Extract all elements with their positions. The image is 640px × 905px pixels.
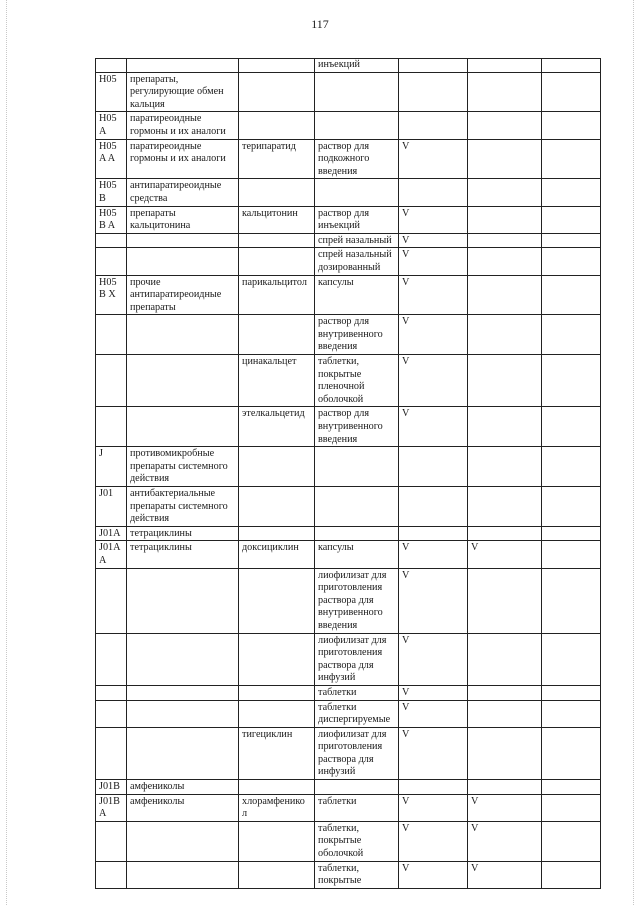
mark-col-5-cell [399,447,468,487]
drug-name-cell [239,112,315,139]
dosage-form-cell: таблетки диспергируемые [315,700,399,727]
mark-col-6-cell [468,780,542,795]
atc-code-cell [96,861,127,888]
mark-col-7-cell [542,72,601,112]
mark-col-7-cell [542,727,601,779]
mark-col-6-cell [468,633,542,685]
table-row [96,447,601,487]
drug-table [95,58,601,889]
group-name-cell: противомикробные препараты системного действия [127,447,239,487]
atc-code-cell: H05 [96,72,127,112]
mark-col-6-cell [468,685,542,700]
mark-col-7-cell [542,633,601,685]
drug-name-cell [239,248,315,275]
table-row [96,821,601,861]
group-name-cell: паратиреоидные гормоны и их аналоги [127,139,239,179]
dosage-form-cell: раствор для внутривенного введения [315,407,399,447]
mark-col-7-cell [542,794,601,821]
group-name-cell [127,407,239,447]
drug-name-cell [239,179,315,206]
mark-col-5-cell: V [399,541,468,568]
mark-col-5-cell [399,179,468,206]
group-name-cell: тетрациклины [127,526,239,541]
drug-name-cell: кальцитонин [239,206,315,233]
atc-code-cell [96,407,127,447]
atc-code-cell [96,233,127,248]
atc-code-cell: H05A A [96,139,127,179]
dosage-form-cell: лиофилизат для приготовления раствора для инфузий [315,727,399,779]
mark-col-5-cell: V [399,727,468,779]
dosage-form-cell [315,72,399,112]
mark-col-6-cell [468,179,542,206]
table-row [96,206,601,233]
drug-name-cell [239,233,315,248]
atc-code-cell: H05B [96,179,127,206]
mark-col-7-cell [542,700,601,727]
mark-col-6-cell [468,447,542,487]
dosage-form-cell: капсулы [315,541,399,568]
mark-col-7-cell [542,541,601,568]
mark-col-5-cell [399,526,468,541]
drug-name-cell [239,59,315,73]
mark-col-7-cell [542,233,601,248]
drug-name-cell: доксициклин [239,541,315,568]
dosage-form-cell: раствор для подкожного введения [315,139,399,179]
group-name-cell: паратиреоидные гормоны и их аналоги [127,112,239,139]
mark-col-6-cell: V [468,821,542,861]
mark-col-7-cell [542,407,601,447]
mark-col-5-cell: V [399,685,468,700]
dosage-form-cell: спрей назальный дозированный [315,248,399,275]
atc-code-cell: J01A [96,526,127,541]
table-row [96,780,601,795]
dosage-form-cell: раствор для инъекций [315,206,399,233]
mark-col-6-cell [468,206,542,233]
group-name-cell [127,233,239,248]
mark-col-5-cell [399,72,468,112]
table-row [96,861,601,888]
atc-code-cell: H05A [96,112,127,139]
mark-col-5-cell [399,59,468,73]
mark-col-6-cell [468,139,542,179]
drug-name-cell: терипаратид [239,139,315,179]
dosage-form-cell: лиофилизат для приготовления раствора для внутривенного введения [315,568,399,633]
dosage-form-cell: таблетки, покрытые пленочной оболочкой [315,355,399,407]
table-row [96,633,601,685]
table-row [96,139,601,179]
dosage-form-cell: таблетки, покрытые оболочкой [315,821,399,861]
mark-col-6-cell [468,59,542,73]
table-row [96,407,601,447]
dosage-form-cell: капсулы [315,275,399,315]
atc-code-cell: J01BA [96,794,127,821]
atc-code-cell [96,633,127,685]
dosage-form-cell [315,179,399,206]
group-name-cell: тетрациклины [127,541,239,568]
table-row [96,112,601,139]
drug-name-cell: цинакальцет [239,355,315,407]
mark-col-5-cell: V [399,821,468,861]
atc-code-cell: H05B X [96,275,127,315]
atc-code-cell: J01AA [96,541,127,568]
drug-name-cell [239,72,315,112]
mark-col-7-cell [542,685,601,700]
dosage-form-cell [315,526,399,541]
atc-code-cell [96,821,127,861]
group-name-cell: прочие антипаратиреоидные препараты [127,275,239,315]
mark-col-6-cell: V [468,541,542,568]
atc-code-cell: J01 [96,487,127,527]
atc-code-cell [96,700,127,727]
dosage-form-cell: таблетки [315,685,399,700]
dosage-form-cell [315,112,399,139]
table-row [96,72,601,112]
table-row [96,248,601,275]
mark-col-6-cell [468,275,542,315]
mark-col-6-cell [468,407,542,447]
drug-name-cell [239,487,315,527]
mark-col-6-cell [468,727,542,779]
mark-col-6-cell: V [468,794,542,821]
mark-col-6-cell [468,700,542,727]
drug-name-cell [239,633,315,685]
atc-code-cell: J01B [96,780,127,795]
dosage-form-cell: лиофилизат для приготовления раствора для инфузий [315,633,399,685]
dosage-form-cell: раствор для внутривенного введения [315,315,399,355]
atc-code-cell [96,568,127,633]
mark-col-7-cell [542,206,601,233]
group-name-cell [127,315,239,355]
mark-col-7-cell [542,861,601,888]
table-row [96,59,601,73]
table-row [96,275,601,315]
group-name-cell: антипаратиреоидные средства [127,179,239,206]
mark-col-5-cell: V [399,861,468,888]
drug-name-cell [239,821,315,861]
group-name-cell [127,355,239,407]
mark-col-7-cell [542,275,601,315]
dosage-form-cell: спрей назальный [315,233,399,248]
drug-name-cell [239,780,315,795]
table-row [96,355,601,407]
group-name-cell: препараты кальцитонина [127,206,239,233]
atc-code-cell [96,685,127,700]
mark-col-6-cell [468,72,542,112]
mark-col-5-cell: V [399,407,468,447]
mark-col-5-cell: V [399,700,468,727]
scan-left-edge [6,0,8,905]
dosage-form-cell [315,487,399,527]
drug-name-cell [239,700,315,727]
mark-col-7-cell [542,447,601,487]
table-row [96,700,601,727]
mark-col-6-cell [468,315,542,355]
group-name-cell: препараты, регулирующие обмен кальция [127,72,239,112]
mark-col-6-cell [468,248,542,275]
atc-code-cell [96,315,127,355]
group-name-cell [127,633,239,685]
dosage-form-cell [315,447,399,487]
drug-name-cell [239,861,315,888]
drug-name-cell [239,526,315,541]
group-name-cell: антибактериальные препараты системного действия [127,487,239,527]
table-row [96,315,601,355]
mark-col-7-cell [542,526,601,541]
atc-code-cell: J [96,447,127,487]
group-name-cell: амфениколы [127,780,239,795]
group-name-cell [127,568,239,633]
mark-col-6-cell [468,355,542,407]
atc-code-cell [96,355,127,407]
dosage-form-cell [315,780,399,795]
mark-col-7-cell [542,179,601,206]
table-row [96,727,601,779]
mark-col-5-cell: V [399,355,468,407]
mark-col-5-cell: V [399,794,468,821]
mark-col-5-cell: V [399,206,468,233]
dosage-form-cell: инъекций [315,59,399,73]
table-row [96,179,601,206]
mark-col-7-cell [542,821,601,861]
mark-col-7-cell [542,315,601,355]
mark-col-5-cell: V [399,315,468,355]
atc-code-cell [96,727,127,779]
drug-name-cell [239,568,315,633]
table-body [96,59,601,889]
mark-col-7-cell [542,112,601,139]
dosage-form-cell: таблетки, покрытые [315,861,399,888]
group-name-cell [127,821,239,861]
mark-col-6-cell [468,112,542,139]
drug-name-cell [239,447,315,487]
mark-col-5-cell: V [399,633,468,685]
mark-col-5-cell: V [399,233,468,248]
drug-name-cell [239,685,315,700]
group-name-cell [127,700,239,727]
mark-col-6-cell [468,233,542,248]
mark-col-7-cell [542,568,601,633]
group-name-cell: амфениколы [127,794,239,821]
table-row [96,487,601,527]
drug-name-cell: парикальцитол [239,275,315,315]
table-row [96,541,601,568]
mark-col-6-cell [468,487,542,527]
mark-col-5-cell: V [399,139,468,179]
table-row [96,233,601,248]
table-row [96,568,601,633]
table-row [96,685,601,700]
mark-col-7-cell [542,780,601,795]
group-name-cell [127,248,239,275]
scan-right-edge [633,0,635,905]
mark-col-7-cell [542,355,601,407]
mark-col-7-cell [542,248,601,275]
drug-name-cell: этелкальцетид [239,407,315,447]
drug-name-cell [239,315,315,355]
dosage-form-cell: таблетки [315,794,399,821]
mark-col-7-cell [542,487,601,527]
mark-col-7-cell [542,59,601,73]
group-name-cell [127,59,239,73]
mark-col-6-cell: V [468,861,542,888]
table-row [96,526,601,541]
group-name-cell [127,685,239,700]
atc-code-cell [96,248,127,275]
mark-col-5-cell [399,780,468,795]
mark-col-5-cell: V [399,248,468,275]
mark-col-6-cell [468,526,542,541]
table-row [96,794,601,821]
group-name-cell [127,727,239,779]
mark-col-5-cell [399,112,468,139]
mark-col-5-cell: V [399,275,468,315]
atc-code-cell: H05B A [96,206,127,233]
mark-col-6-cell [468,568,542,633]
group-name-cell [127,861,239,888]
mark-col-5-cell: V [399,568,468,633]
drug-name-cell: хлорамфенико л [239,794,315,821]
page-number: 117 [311,17,329,31]
atc-code-cell [96,59,127,73]
mark-col-5-cell [399,487,468,527]
drug-name-cell: тигециклин [239,727,315,779]
mark-col-7-cell [542,139,601,179]
